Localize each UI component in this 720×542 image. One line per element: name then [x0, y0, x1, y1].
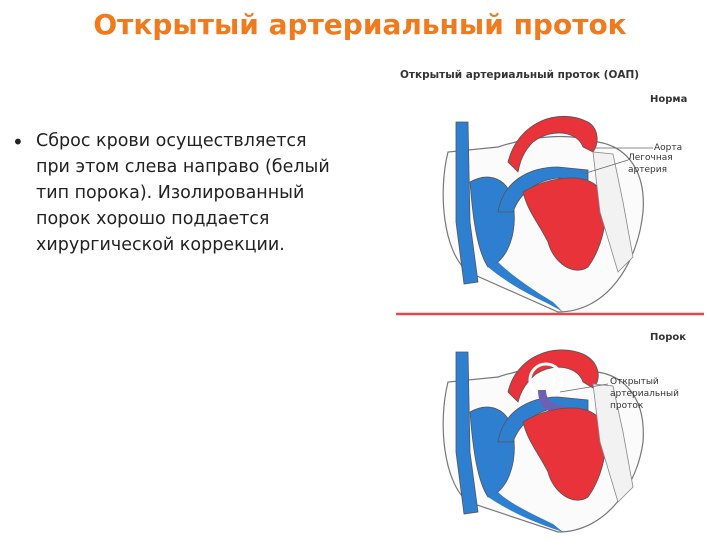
normal-label: Норма [650, 94, 688, 105]
duct-label-3: проток [610, 401, 644, 411]
pulmonary-label-2: артерия [628, 165, 667, 175]
heart-diagram [388, 62, 710, 538]
bullet-dot-icon: • [12, 130, 24, 154]
pulmonary-label-1: Легочная [628, 153, 673, 163]
duct-label-1: Открытый [610, 377, 659, 387]
slide-title: Открытый артериальный проток [93, 8, 627, 41]
bullet-text: Сброс крови осуществляется при этом слева направо (белый тип порока). Изолированный порок хорошо поддается хирургической коррекции. [36, 131, 330, 255]
figure-caption: Открытый артериальный проток (ОАП) [400, 69, 640, 81]
heart-diagram-svg [388, 62, 710, 538]
defect-label: Порок [650, 332, 687, 343]
duct-label-2: артериальный [610, 389, 679, 399]
aorta-label: Аорта [654, 143, 683, 153]
normal-heart [443, 116, 653, 312]
